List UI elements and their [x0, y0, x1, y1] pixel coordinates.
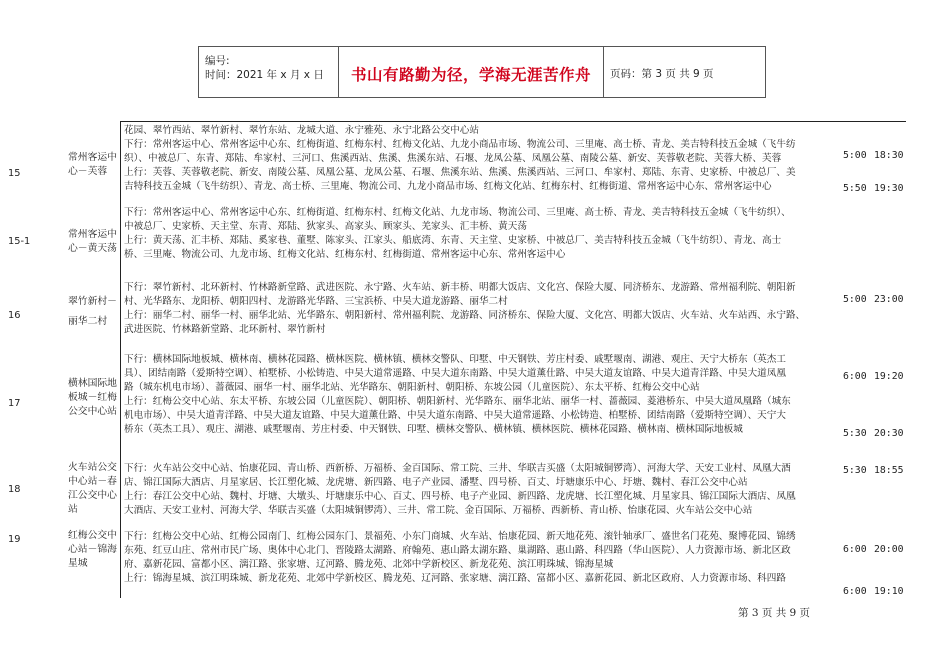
route-stop-line: 府、嘉新花园、富都小区、漓江路、张家塘、辽河路、腾龙苑、北郊中学新校区、新龙花苑、滨江明珠城、锦海星城 [124, 559, 614, 570]
route-stop-line: 桥东（英杰工具）、观庄、湖港、戚墅堰南、芳庄村委、中天钢铁、印墅、横林交警队、横林镇、横林医院、横林花园路、横林南、横林国际地板城 [124, 424, 743, 435]
route-stop-line: 路（城东机电市场）、蔷薇园、丽华一村、丽华北站、光华路东、朝阳新村、朝阳桥、东坡公园（儿童医院）、东太平桥、红梅公交中心站 [124, 382, 700, 393]
route-name: 心－芙蓉 [68, 166, 108, 177]
route-number: 16 [8, 310, 21, 321]
route-name: 翠竹新村－ [68, 296, 117, 307]
last-bus-time: 18:30 [874, 150, 904, 161]
last-bus-time: 18:55 [874, 465, 904, 476]
route-name: 中心站－春 [68, 476, 117, 487]
last-bus-time: 19:10 [874, 586, 904, 597]
route-stop-line: 吉特科技五金城（飞牛纺织）、青龙、高士桥、三里庵、物流公司、九龙小商品市场、红梅文化站、红梅东村、红梅街道、常州客运中心东、常州客运中心 [124, 181, 772, 192]
route-number: 18 [8, 484, 21, 495]
code-label: 编号: [205, 55, 230, 67]
route-number: 19 [8, 534, 21, 545]
route-stop-line: 上行：锦海星城、滨江明珠城、新龙花苑、北郊中学新校区、腾龙苑、辽河路、张家塘、漓江路、富都小区、嘉新花园、新北区政府、人力资源市场、科四路 [124, 573, 786, 584]
route-stop-line: 武进医院、竹林路新堂路、北环新村、翠竹新村 [124, 324, 326, 335]
route-stop-line: 花园、翠竹西站、翠竹新村、翠竹东站、龙城大道、永宁雅苑、永宁北路公交中心站 [124, 125, 479, 136]
route-name: 站 [68, 504, 78, 515]
route-name: 板城－红梅 [68, 392, 117, 403]
route-name: 横林国际地 [68, 378, 117, 389]
route-stop-line: 上行：春江公交中心站、魏村、圩塘、大墩头、圩塘康乐中心、百丈、四号桥、电子产业园、新四路、龙虎塘、长江塑化城、月星家具、锦江国际大酒店、凤凰 [124, 491, 796, 502]
route-name: 常州客运中 [68, 152, 117, 163]
route-stop-line: 具）、团结南路（爱斯特空调）、柏墅桥、小松铸造、中吴大道常遥路、中吴大道东南路、中吴大道薰仕路、中吴大道友谊路、中吴大道青洋路、中吴大道凤凰 [124, 368, 786, 379]
route-stop-line: 上行：丽华二村、丽华一村、丽华北站、光华路东、朝阳新村、常州福利院、龙游路、同济桥东、保险大厦、文化宫、明都大饭店、火车站、火车站西、永宁路、 [124, 310, 806, 321]
first-bus-time: 5:30 [843, 428, 867, 439]
first-bus-time: 5:00 [843, 150, 867, 161]
route-name: 常州客运中 [68, 229, 117, 240]
route-stop-line: 机电市场）、中吴大道青洋路、中吴大道友谊路、中吴大道薰仕路、中吴大道东南路、中吴大道常遥路、小松铸造、柏墅桥、团结南路（爱斯特空调）、天宁大 [124, 410, 786, 421]
route-stop-line: 桥、三里庵、物流公司、九龙市场、红梅文化站、红梅东村、红梅街道、常州客运中心东、常州客运中心 [124, 249, 566, 260]
first-bus-time: 5:30 [843, 465, 867, 476]
route-stop-line: 下行：常州客运中心、常州客运中心东、红梅街道、红梅东村、红梅文化站、九龙市场、物流公司、三里庵、高士桥、青龙、美吉特科技五金城（飞牛纺织）、 [124, 207, 791, 218]
route-stop-line: 下行：横林国际地板城、横林南、横林花园路、横林医院、横林镇、横林交警队、印墅、中天钢铁、芳庄村委、戚墅堰南、湖港、观庄、天宁大桥东（英杰工 [124, 354, 786, 365]
last-bus-time: 19:30 [874, 183, 904, 194]
table-top-border [120, 121, 906, 122]
first-bus-time: 5:00 [843, 294, 867, 305]
page-footer: 第 3 页 共 9 页 [738, 607, 811, 619]
page-label: 页码：第 3 页 共 9 页 [610, 68, 714, 80]
motto: 书山有路勤为径，学海无涯苦作舟 [350, 65, 591, 84]
first-bus-time: 5:50 [843, 183, 867, 194]
route-stop-line: 下行：常州客运中心、常州客运中心东、红梅街道、红梅东村、红梅文化站、九龙小商品市场、物流公司、三里庵、高士桥、青龙、美吉特科技五金城（飞牛纺 [124, 139, 796, 150]
route-stop-line: 下行：红梅公交中心站、红梅公园南门、红梅公园东门、景福苑、小东门商城、火车站、怡康花园、新天地花苑、滚针轴承厂、盛世名门花苑、聚博花园、锦绣 [124, 531, 796, 542]
route-name: 红梅公交中 [68, 530, 117, 541]
table-left-border [120, 121, 121, 598]
route-stop-line: 上行：芙蓉、芙蓉敬老院、新安、南陵公墓、凤凰公墓、龙凤公墓、石堰、焦溪东站、焦溪、焦溪西站、三河口、牟家村、郑陆、东青、史家桥、中被总厂、美 [124, 167, 796, 178]
route-stop-line: 村、光华路东、龙阳桥、朝阳四村、龙游路光华路、三宝浜桥、中吴大道龙游路、丽华二村 [124, 296, 508, 307]
last-bus-time: 23:00 [874, 294, 904, 305]
route-name: 江公交中心 [68, 490, 117, 501]
last-bus-time: 20:00 [874, 544, 904, 555]
route-stop-line: 上行：黄天荡、汇丰桥、郑陆、奚家巷、董墅、陈家头、江家头、船底湾、东青、天主堂、史家桥、中被总厂、美吉特科技五金城（飞牛纺织）、青龙、高士 [124, 235, 782, 246]
first-bus-time: 6:00 [843, 586, 867, 597]
route-name: 丽华二村 [68, 316, 108, 327]
route-stop-line: 中被总厂、史家桥、天主堂、东青、郑陆、狄家头、高家头、顾家头、羌家头、汇丰桥、黄天荡 [124, 221, 527, 232]
route-number: 15-1 [8, 236, 31, 247]
last-bus-time: 20:30 [874, 428, 904, 439]
route-stop-line: 下行：火车站公交中心站、怡康花园、青山桥、西新桥、万福桥、金百国际、常工院、三井、华联吉买盛（太阳城铜锣湾）、河海大学、天安工业村、凤凰大酒 [124, 463, 791, 474]
route-name: 心－黄天荡 [68, 243, 117, 254]
time-label: 时间：2021 年 x 月 x 日 [205, 69, 324, 81]
route-stop-line: 店、锦江国际大酒店、月星家居、长江塑化城、龙虎塘、新四路、电子产业园、潘墅、四号桥、百丈、圩塘康乐中心、圩塘、魏村、春江公交中心站 [124, 477, 748, 488]
route-name: 心站－锦海 [68, 544, 117, 555]
route-stop-line: 织）、中被总厂、东青、郑陆、牟家村、三河口、焦溪西站、焦溪、焦溪东站、石堰、龙凤公墓、凤凰公墓、南陵公墓、新安、芙蓉敬老院、芙蓉大桥、芙蓉 [124, 153, 782, 164]
first-bus-time: 6:00 [843, 544, 867, 555]
route-stop-line: 东苑、红豆山庄、常州市民广场、奥体中心北门、晋陵路太湖路、府翰苑、惠山路太湖东路、巢湖路、惠山路、科四路（华山医院）、人力资源市场、新北区政 [124, 545, 791, 556]
route-stop-line: 下行：翠竹新村、北环新村、竹林路新堂路、武进医院、永宁路、火车站、新丰桥、明都大饭店、文化宫、保险大厦、同济桥东、龙游路、常州福利院、朝阳新 [124, 282, 796, 293]
route-name: 火车站公交 [68, 462, 117, 473]
route-stop-line: 上行：红梅公交中心站、东太平桥、东坡公园（儿童医院）、朝阳桥、朝阳新村、光华路东、丽华北站、丽华一村、蔷薇园、菱港桥东、中吴大道凤凰路（城东 [124, 396, 791, 407]
route-number: 17 [8, 398, 21, 409]
route-name: 公交中心站 [68, 406, 117, 417]
first-bus-time: 6:00 [843, 371, 867, 382]
route-number: 15 [8, 168, 21, 179]
last-bus-time: 19:20 [874, 371, 904, 382]
route-stop-line: 大酒店、天安工业村、河海大学、华联吉买盛（太阳城铜锣湾）、三井、常工院、金百国际、万福桥、西新桥、青山桥、怡康花园、火车站公交中心站 [124, 505, 753, 516]
route-name: 星城 [68, 558, 88, 569]
